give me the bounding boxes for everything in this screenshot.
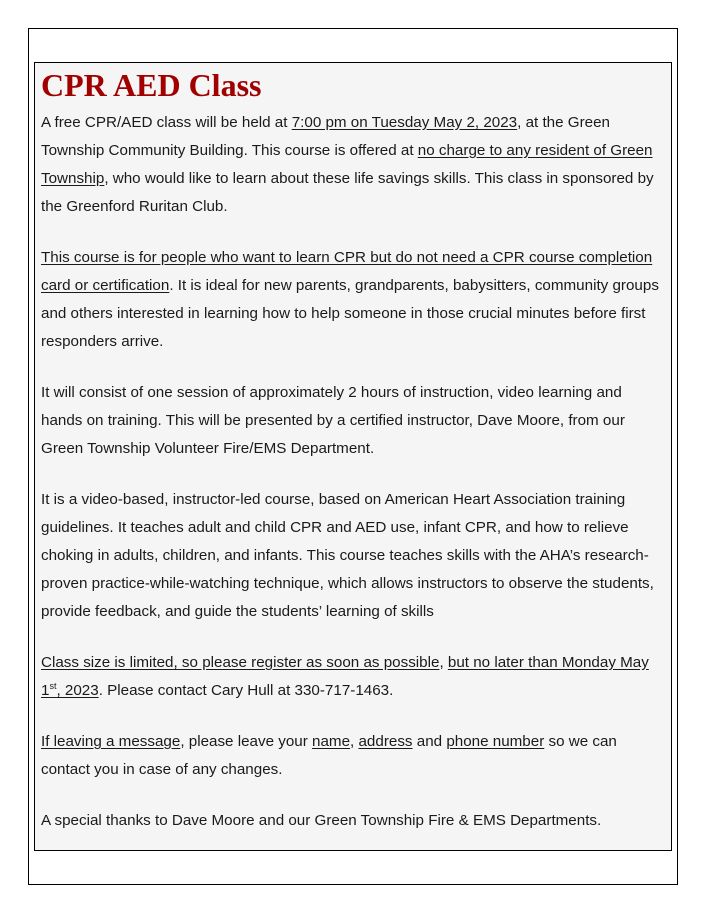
paragraph-thanks: A special thanks to Dave Moore and our Green Township Fire & EMS Departments. [41, 812, 602, 829]
paragraph-course: It is a video-based, instructor-led course, based on American Heart Association training guidelines. It teaches adult and child CPR and AED use, infant CPR, and how to relieve choking in adults, children, and infants. This course teaches skills with the AHA’s research-proven practice-while-watching technique, which allows instructors to observe the students, provide feedback, and guide the students’ learning of skills [41, 491, 654, 620]
field-address: address [358, 733, 413, 750]
no-charge-note: no charge to any resident of Green Township [41, 142, 653, 187]
deadline-text: but no later than Monday May 1 [41, 654, 649, 699]
message-text-d: and [412, 733, 447, 750]
message-note: If leaving a message [41, 733, 181, 750]
register-sep: , [439, 654, 448, 671]
paragraph-message [41, 728, 665, 784]
paragraph-session: It will consist of one session of approximately 2 hours of instruction, video learning and hands on training. This will be presented by a certified instructor, Dave Moore, from our Green Township Volunteer Fire/EMS Department. [41, 384, 625, 457]
intro-text-a: A free CPR/AED class will be held at [41, 114, 292, 131]
intro-text-b: , at the Green Township Community Building. This course is offered at [41, 114, 611, 159]
audience-note: This course is for people who want to learn CPR but do not need a CPR course completion card or certification [41, 249, 653, 294]
message-text-c: , [350, 733, 359, 750]
audience-text: . It is ideal for new parents, grandparents, babysitters, community groups and others interested in learning how to help someone in those crucial minutes before first responders arrive. [41, 277, 659, 350]
paragraph-register [41, 649, 665, 705]
flyer-box [34, 62, 672, 851]
contact-text: . Please contact Cary Hull at 330-717-1463. [98, 682, 394, 699]
flyer-title: CPR AED Class [41, 67, 262, 103]
register-note: Class size is limited, so please register as soon as possible [41, 654, 440, 671]
paragraph-intro [41, 109, 665, 221]
deadline-sup: st [49, 680, 57, 691]
message-text-b: , please leave your [180, 733, 313, 750]
message-text-e: so we can contact you in case of any changes. [41, 733, 617, 778]
class-time: 7:00 pm on Tuesday May 2, 2023 [291, 114, 518, 131]
deadline-year: , 2023 [56, 682, 99, 699]
field-phone: phone number [446, 733, 545, 750]
field-name: name [312, 733, 351, 750]
intro-text-c: , who would like to learn about these life savings skills. This class in sponsored by the Greenford Ruritan Club. [41, 170, 654, 215]
paragraph-audience [41, 244, 665, 356]
